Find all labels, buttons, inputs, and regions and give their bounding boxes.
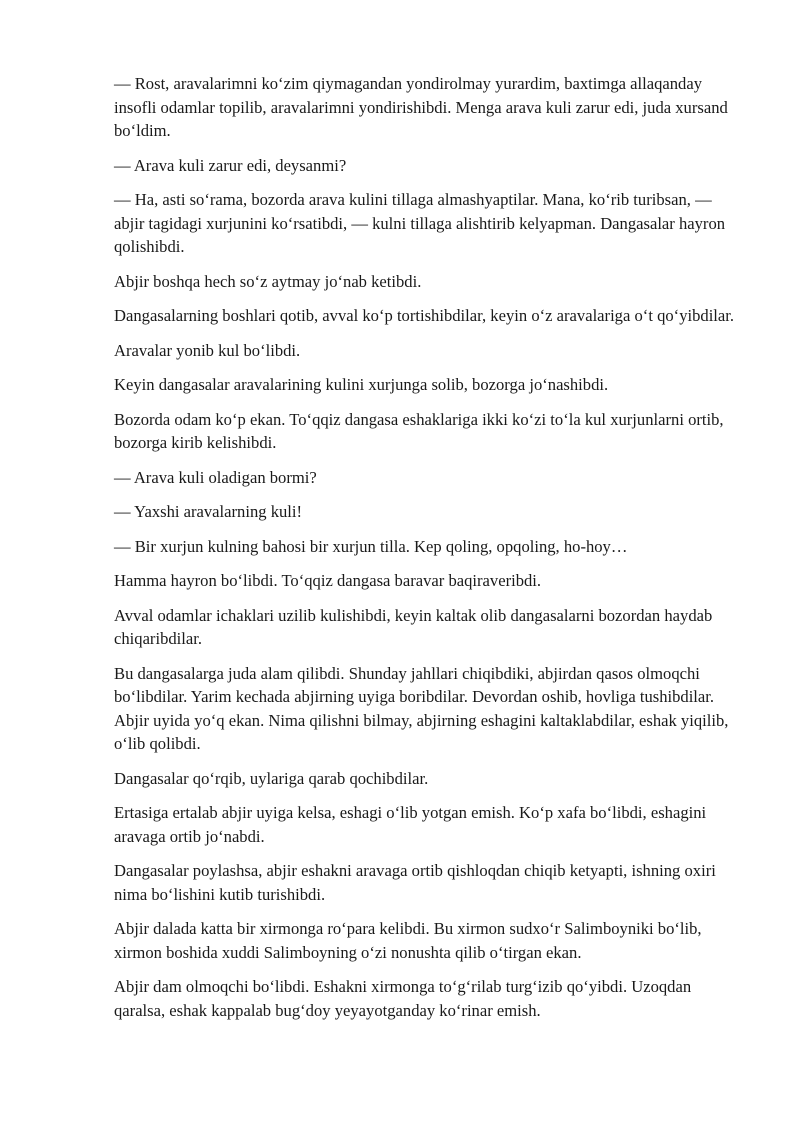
paragraph: Dangasalar qo‘rqib, uylariga qarab qochibdilar.: [114, 768, 429, 788]
paragraph: — Rost, aravalarimni ko‘zim qiymagandan yondirolmay yurardim, baxtimga allaqanday insofli odamlar topilib, aravalarimni yondirishibdi. Menga arava kuli zarur edi, juda xursand bo‘ldim.: [114, 74, 728, 140]
paragraph: — Ha, asti so‘rama, bozorda arava kulini tillaga almashyaptilar. Mana, ko‘rib turibsan, — abjir tagidagi xurjunini ko‘rsatibdi, — kulni tillaga alishtirib kelyapman. Dangasalar hayron qolishibdi.: [114, 190, 726, 256]
paragraph: — Arava kuli zarur edi, deysanmi?: [114, 155, 347, 175]
paragraph: Avval odamlar ichaklari uzilib kulishibdi, keyin kaltak olib dangasalarni bozordan haydab chiqaribdilar.: [114, 605, 713, 648]
paragraph: Aravalar yonib kul bo‘libdi.: [114, 340, 301, 360]
paragraph: Bozorda odam ko‘p ekan. To‘qqiz dangasa eshaklariga ikki ko‘zi to‘la kul xurjunlarni ortib, bozorga kirib kelishibdi.: [114, 409, 724, 452]
paragraph: Ertasiga ertalab abjir uyiga kelsa, eshagi o‘lib yotgan emish. Ko‘p xafa bo‘libdi, eshagini aravaga ortib jo‘nabdi.: [114, 803, 707, 846]
paragraph: — Arava kuli oladigan bormi?: [114, 467, 317, 487]
paragraph: Hamma hayron bo‘libdi. To‘qqiz dangasa baravar baqiraveribdi.: [114, 571, 542, 590]
paragraph: Bu dangasalarga juda alam qilibdi. Shunday jahllari chiqibdiki, abjirdan qasos olmoqchi bo‘libdilar. Yarim kechada abjirning uyiga boribdilar. Devordan oshib, hovliga tushibdilar. Abjir uyida yo‘q ekan. Nima qilishni bilmay, abjirning eshagini kaltaklabdilar, eshak yiqilib, o‘lib qolibdi.: [114, 663, 729, 753]
document-page: [114, 72, 744, 1033]
paragraph: Abjir dam olmoqchi bo‘libdi. Eshakni xirmonga to‘g‘rilab turg‘izib qo‘yibdi. Uzoqdan qaralsa, eshak kappalab bug‘doy yeyayotganday ko‘rinar emish.: [114, 977, 692, 1020]
paragraph: Dangasalarning boshlari qotib, avval ko‘p tortishibdilar, keyin o‘z aravalariga o‘t qo‘yibdilar.: [114, 306, 735, 325]
paragraph: Abjir dalada katta bir xirmonga ro‘para kelibdi. Bu xirmon sudxo‘r Salimboyniki bo‘lib, xirmon boshida xuddi Salimboyning o‘zi nonushta qilib o‘tirgan ekan.: [114, 919, 702, 962]
paragraph: — Yaxshi aravalarning kuli!: [114, 502, 303, 521]
paragraph: Keyin dangasalar aravalarining kulini xurjunga solib, bozorga jo‘nashibdi.: [114, 375, 609, 394]
paragraph: Dangasalar poylashsa, abjir eshakni aravaga ortib qishloqdan chiqib ketyapti, ishning oxiri nima bo‘lishini kutib turishibdi.: [114, 861, 716, 904]
paragraph: Abjir boshqa hech so‘z aytmay jo‘nab ketibdi.: [114, 271, 422, 291]
paragraph: — Bir xurjun kulning bahosi bir xurjun tilla. Kep qoling, opqoling, ho-hoy…: [114, 536, 628, 556]
